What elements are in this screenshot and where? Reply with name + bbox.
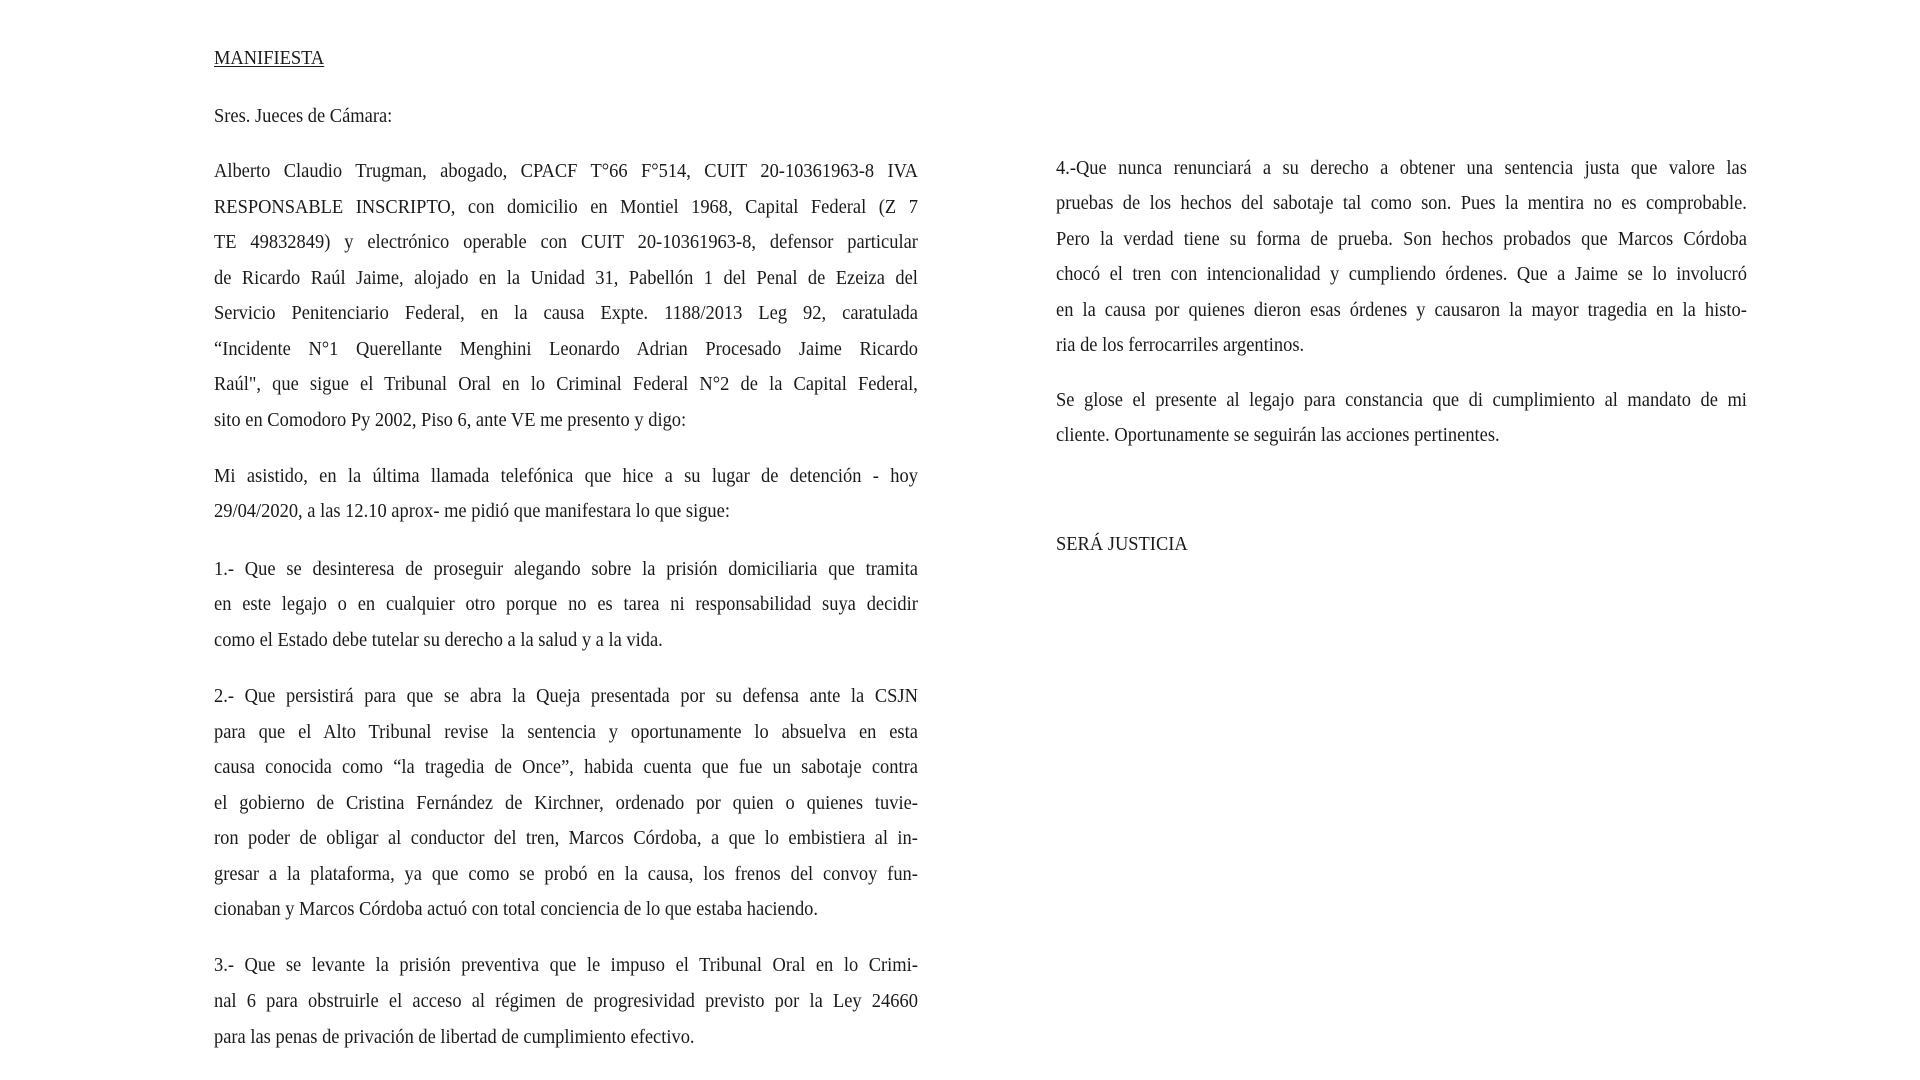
paragraph-line: para las penas de privación de libertad de cumplimiento efectivo. bbox=[214, 1026, 695, 1048]
paragraph-line: Se glose el presente al legajo para constancia que di cumplimiento al mandato de mi bbox=[1056, 389, 1747, 411]
paragraph-line: en este legajo o en cualquier otro porque no es tarea ni responsabilidad suya decidir bbox=[214, 593, 918, 615]
paragraph-line: RESPONSABLE INSCRIPTO, con domicilio en Montiel 1968, Capital Federal (Z 7 bbox=[214, 196, 918, 218]
paragraph-line: cliente. Oportunamente se seguirán las acciones pertinentes. bbox=[1056, 424, 1500, 446]
paragraph-line: de Ricardo Raúl Jaime, alojado en la Unidad 31, Pabellón 1 del Penal de Ezeiza del bbox=[214, 267, 918, 289]
paragraph-line: ria de los ferrocarriles argentinos. bbox=[1056, 334, 1305, 356]
paragraph-line: gresar a la plataforma, ya que como se probó en la causa, los frenos del convoy fun- bbox=[214, 863, 918, 885]
paragraph-line: TE 49832849) y electrónico operable con CUIT 20-10361963-8, defensor particular bbox=[214, 231, 918, 253]
paragraph-line: Mi asistido, en la última llamada telefónica que hice a su lugar de detención - hoy bbox=[214, 465, 918, 487]
paragraph-line: Alberto Claudio Trugman, abogado, CPACF T°66 F°514, CUIT 20-10361963-8 IVA bbox=[214, 160, 918, 182]
paragraph-line: cionaban y Marcos Córdoba actuó con total conciencia de lo que estaba haciendo. bbox=[214, 898, 819, 920]
paragraph-line: el gobierno de Cristina Fernández de Kirchner, ordenado por quien o quienes tuvie- bbox=[214, 792, 918, 814]
paragraph-line: 4.-Que nunca renunciará a su derecho a obtener una sentencia justa que valore las bbox=[1056, 157, 1747, 179]
paragraph-line: Raúl", que sigue el Tribunal Oral en lo Criminal Federal N°2 de la Capital Federal, bbox=[214, 373, 918, 395]
paragraph-line: 2.- Que persistirá para que se abra la Queja presentada por su defensa ante la CSJN bbox=[214, 685, 918, 707]
document-heading: MANIFIESTA bbox=[214, 47, 325, 69]
salutation: Sres. Jueces de Cámara: bbox=[214, 105, 393, 127]
paragraph-line: nal 6 para obstruirle el acceso al régimen de progresividad previsto por la Ley 24660 bbox=[214, 990, 918, 1012]
paragraph-line: “Incidente N°1 Querellante Menghini Leonardo Adrian Procesado Jaime Ricardo bbox=[214, 338, 918, 360]
paragraph-line: en la causa por quienes dieron esas órdenes y causaron la mayor tragedia en la histo- bbox=[1056, 299, 1747, 321]
paragraph-line: causa conocida como “la tragedia de Once”, habida cuenta que fue un sabotaje contra bbox=[214, 756, 918, 778]
paragraph-line: Servicio Penitenciario Federal, en la causa Expte. 1188/2013 Leg 92, caratulada bbox=[214, 302, 918, 324]
paragraph-line: Pero la verdad tiene su forma de prueba. Son hechos probados que Marcos Córdoba bbox=[1056, 228, 1747, 250]
paragraph-line: 3.- Que se levante la prisión preventiva que le impuso el Tribunal Oral en lo Crimi- bbox=[214, 954, 918, 976]
signoff: SERÁ JUSTICIA bbox=[1056, 533, 1188, 555]
paragraph-line: sito en Comodoro Py 2002, Piso 6, ante VE me presento y digo: bbox=[214, 409, 687, 431]
paragraph-line: 29/04/2020, a las 12.10 aprox- me pidió que manifestara lo que sigue: bbox=[214, 500, 730, 522]
paragraph-line: ron poder de obligar al conductor del tren, Marcos Córdoba, a que lo embistiera al in- bbox=[214, 827, 918, 849]
paragraph-line: 1.- Que se desinteresa de proseguir alegando sobre la prisión domiciliaria que tramita bbox=[214, 558, 918, 580]
paragraph-line: como el Estado debe tutelar su derecho a la salud y a la vida. bbox=[214, 629, 663, 651]
paragraph-line: pruebas de los hechos del sabotaje tal como son. Pues la mentira no es comprobable. bbox=[1056, 192, 1747, 214]
paragraph-line: chocó el tren con intencionalidad y cumpliendo órdenes. Que a Jaime se lo involucró bbox=[1056, 263, 1747, 285]
paragraph-line: para que el Alto Tribunal revise la sentencia y oportunamente lo absuelva en esta bbox=[214, 721, 918, 743]
